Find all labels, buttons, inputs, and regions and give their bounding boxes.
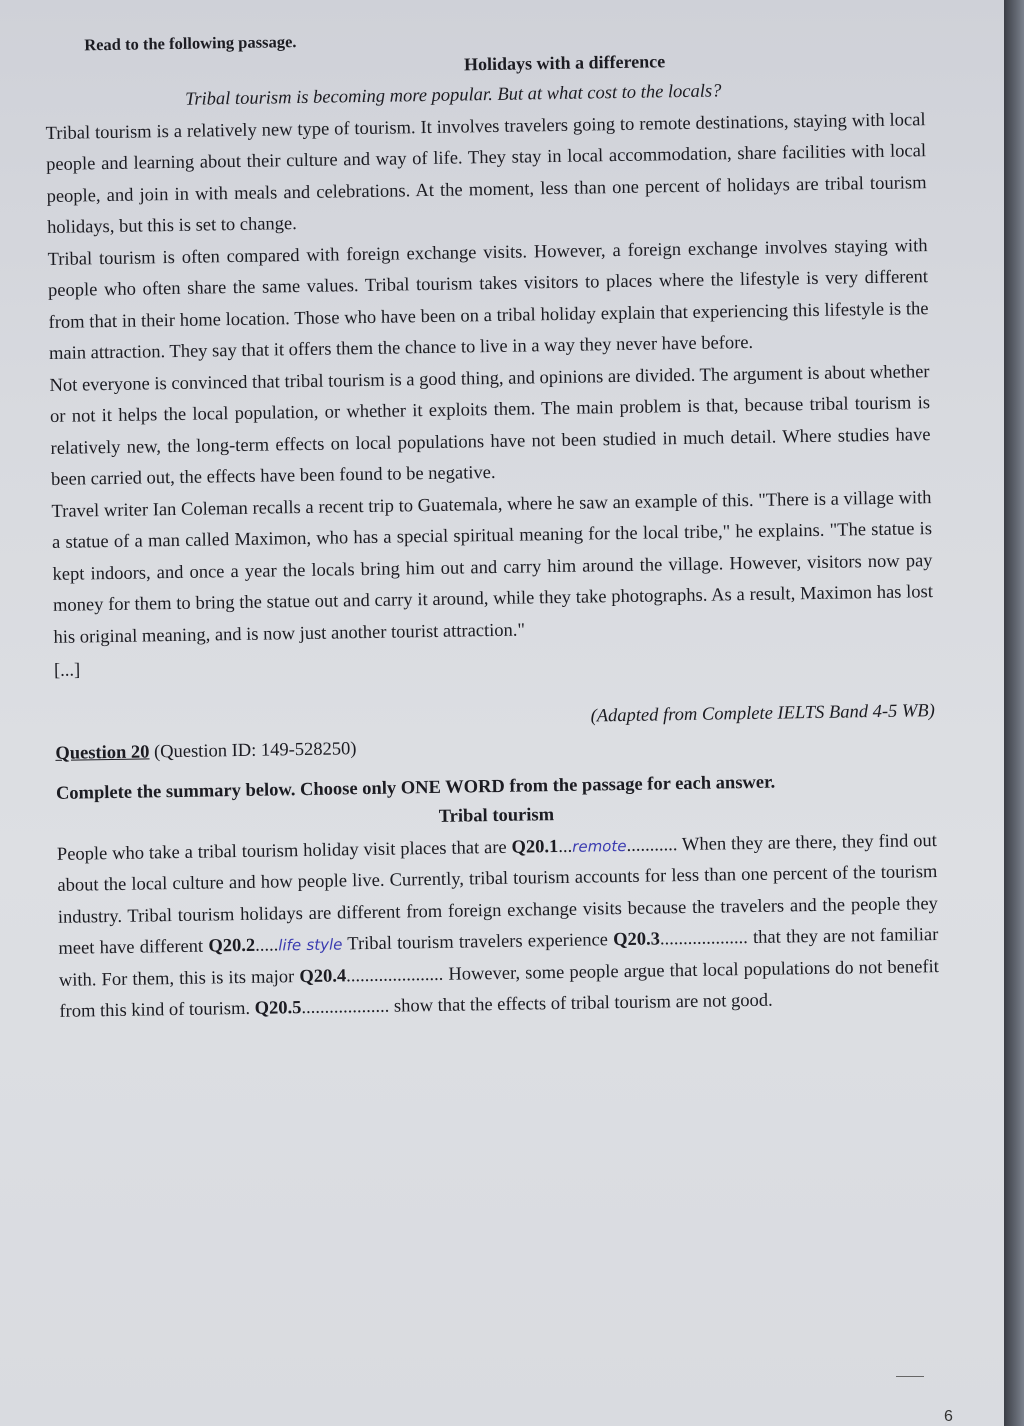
gap-q20-2-dots: .....: [254, 935, 279, 956]
passage-ellipsis: [...]: [53, 660, 81, 681]
summary-sentence-1: People who take a tribal tourism holiday visit places that are: [56, 837, 507, 865]
gap-q20-2-handwritten-answer[interactable]: life style: [278, 935, 343, 955]
gap-q20-1-dots-after: ..........: [626, 834, 673, 856]
summary-text: [57, 826, 940, 1029]
gap-q20-1-dots: ...: [558, 836, 573, 857]
page-edge-shadow: [1004, 0, 1024, 1426]
gap-q20-4-blank[interactable]: ....................: [345, 964, 439, 986]
page-content: [44, 16, 940, 1028]
passage-title: Holidays with a difference: [463, 50, 666, 74]
gap-q20-5-blank[interactable]: ...................: [301, 996, 390, 1019]
gap-q20-5-label: Q20.5: [254, 998, 302, 1019]
passage-paragraph-2: Tribal tourism is often compared with foreign exchange visits. However, a foreign exchange involves staying with people who often share the same values. Tribal tourism takes visitors to places where the lifestyle is very different from that in their home location. Those who have been on a tribal holiday explain that experiencing this lifestyle is the main attraction. They say that it offers them the chance to live in a way they never have before.: [47, 235, 929, 364]
summary-sentence-6: show that the effects of tribal tourism are not good.: [393, 990, 773, 1017]
passage-paragraph-3: Not everyone is convinced that tribal tourism is a good thing, and opinions are divided. The argument is about whether or not it helps the local population, or whether it exploits them. The main problem is that, because tribal tourism is relatively new, the long-term effects on local populations have not been studied in much detail. Where studies have been carried out, the effects have been found to be negative.: [49, 361, 931, 490]
summary-title: Tribal tourism: [438, 805, 555, 827]
summary-sentence-4: that they are not familiar with. For them, this is its major: [58, 925, 939, 991]
question-label: Question 20: [55, 742, 150, 764]
passage-subtitle: Tribal tourism is becoming more popular. But at what cost to the locals?: [184, 81, 722, 110]
passage-paragraph-4: Travel writer Ian Coleman recalls a recent trip to Guatemala, where he saw an example of this. "There is a village with a statue of a man called Maximon, who has a special spiritual meaning for the local tribe," he explains. "The statue is kept indoors, and once a year the locals bring him out and carry him around the village. However, visitors now pay money for them to bring the statue out and carry it around, while they take photographs. As a result, Maximon has lost his original meaning, and is now just another tourist attraction.": [51, 487, 934, 648]
gap-q20-2-label: Q20.2: [208, 935, 256, 957]
summary-sentence-2: . When they are there, they find out about the local culture and how people live. Currently, tribal tourism accounts for less than one percent of the tourism industry. Tribal tourism holidays are different from foreign exchange visits because the travelers and the people they meet have different: [57, 830, 938, 959]
summary-sentence-5: . However, some people argue that local populations do not benefit from this kind of tourism.: [59, 956, 939, 1022]
question-instruction: Complete the summary below. Choose only ONE WORD from the passage for each answer.: [55, 772, 776, 804]
gap-q20-1-handwritten-answer[interactable]: remote: [572, 836, 627, 856]
question-id: (Question ID: 149-528250): [153, 739, 357, 763]
passage-paragraph-1: Tribal tourism is a relatively new type of tourism. It involves travelers going to remote destinations, staying with local people and learning about their culture and way of life. They stay in local accommodation, share facilities with local people, and join in with meals and celebrations. At the moment, less than one percent of holidays are tribal tourism holidays, but this is set to change.: [45, 109, 927, 238]
footer-dash: [896, 1376, 924, 1377]
page-number: 6: [944, 1408, 953, 1425]
summary-sentence-3: Tribal tourism travelers experience: [347, 930, 609, 955]
reading-instruction: Read to the following passage.: [84, 32, 297, 55]
gap-q20-1-label: Q20.1: [511, 836, 559, 858]
gap-q20-3-blank[interactable]: ...................: [659, 928, 748, 950]
source-citation: (Adapted from Complete IELTS Band 4-5 WB): [590, 700, 935, 726]
gap-q20-3-label: Q20.3: [613, 929, 661, 951]
gap-q20-4-label: Q20.4: [299, 965, 347, 987]
